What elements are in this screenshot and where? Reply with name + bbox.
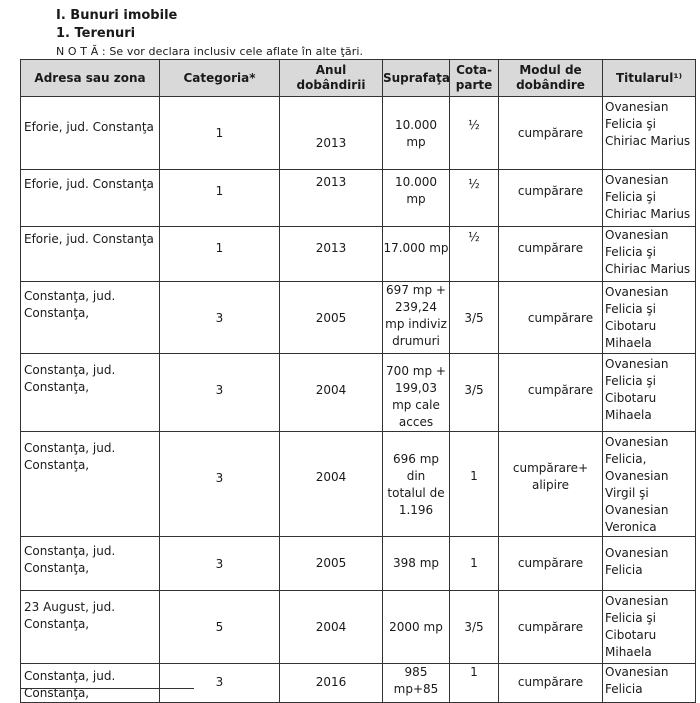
table-header-row xyxy=(21,60,696,97)
cell-owner: Ovanesian Felicia xyxy=(603,537,696,591)
cell-address: 23 August, jud. Constanţa, xyxy=(21,591,160,664)
cell-address: Constanţa, jud. Constanţa, xyxy=(21,664,160,703)
cell-mode: cumpărare+ alipire xyxy=(499,432,603,537)
cell-owner: Ovanesian Felicia, Ovanesian Virgil şi Ovanesian Veronica xyxy=(603,432,696,537)
cell-address: Constanţa, jud. Constanţa, xyxy=(21,432,160,537)
cell-mode: cumpărare xyxy=(499,97,603,170)
table-row xyxy=(21,432,696,537)
cell-category: 3 xyxy=(160,664,280,703)
cell-year: 2013 xyxy=(280,170,383,227)
cell-category: 1 xyxy=(160,170,280,227)
cell-category: 3 xyxy=(160,282,280,354)
cell-share: ½ xyxy=(450,97,499,170)
cell-owner: Ovanesian Felicia şi Chiriac Marius xyxy=(603,227,696,282)
cell-mode: cumpărare xyxy=(499,227,603,282)
header-category: Categoria* xyxy=(160,60,280,97)
cell-area: 700 mp + 199,03 mp cale acces xyxy=(383,354,450,432)
cell-year: 2005 xyxy=(280,537,383,591)
cell-year: 2005 xyxy=(280,282,383,354)
table-row xyxy=(21,537,696,591)
section-heading: I. Bunuri imobile xyxy=(56,8,178,23)
header-year: Anul dobândirii xyxy=(280,60,383,97)
cell-area: 985 mp+85 xyxy=(383,664,450,703)
cell-address: Constanţa, jud. Constanţa, xyxy=(21,537,160,591)
cell-share: ½ xyxy=(450,227,499,282)
cell-area: 697 mp + 239,24 mp indiviz drumuri xyxy=(383,282,450,354)
header-share: Cota-parte xyxy=(450,60,499,97)
header-area: Suprafaţa xyxy=(383,60,450,97)
note-text: N O T Ă : Se vor declara inclusiv cele aflate în alte ţări. xyxy=(56,45,364,58)
cell-year: 2013 xyxy=(280,227,383,282)
cell-area: 17.000 mp xyxy=(383,227,450,282)
table-row xyxy=(21,664,696,703)
cell-address: Eforie, jud. Constanţa xyxy=(21,97,160,170)
cell-mode: cumpărare xyxy=(499,282,603,354)
cell-owner: Ovanesian Felicia şi Cibotaru Mihaela xyxy=(603,354,696,432)
table-row xyxy=(21,97,696,170)
cell-category: 3 xyxy=(160,537,280,591)
header-owner: Titularul¹⁾ xyxy=(603,60,696,97)
cell-share: 1 xyxy=(450,432,499,537)
cell-area: 398 mp xyxy=(383,537,450,591)
land-table xyxy=(20,59,696,703)
cell-category: 1 xyxy=(160,97,280,170)
cell-owner: Ovanesian Felicia şi Chiriac Marius xyxy=(603,170,696,227)
cell-share: 3/5 xyxy=(450,591,499,664)
cell-mode: cumpărare xyxy=(499,170,603,227)
cell-category: 3 xyxy=(160,354,280,432)
cell-owner: Ovanesian Felicia şi Cibotaru Mihaela xyxy=(603,591,696,664)
cell-address: Eforie, jud. Constanţa xyxy=(21,227,160,282)
cell-area: 10.000 mp xyxy=(383,170,450,227)
cell-address: Constanţa, jud. Constanţa, xyxy=(21,282,160,354)
cell-area: 10.000 mp xyxy=(383,97,450,170)
cell-owner: Ovanesian Felicia şi Cibotaru Mihaela xyxy=(603,282,696,354)
cell-year: 2013 xyxy=(280,97,383,170)
cell-category: 5 xyxy=(160,591,280,664)
cell-share: 3/5 xyxy=(450,354,499,432)
cell-owner: Ovanesian Felicia şi Chiriac Marius xyxy=(603,97,696,170)
table-row xyxy=(21,591,696,664)
cell-category: 1 xyxy=(160,227,280,282)
cell-year: 2004 xyxy=(280,354,383,432)
cell-year: 2004 xyxy=(280,432,383,537)
cell-mode: cumpărare xyxy=(499,354,603,432)
cell-address: Eforie, jud. Constanţa xyxy=(21,170,160,227)
cell-address: Constanţa, jud. Constanţa, xyxy=(21,354,160,432)
subsection-heading: 1. Terenuri xyxy=(56,26,136,41)
cell-owner: Ovanesian Felicia xyxy=(603,664,696,703)
cell-year: 2016 xyxy=(280,664,383,703)
cell-area: 2000 mp xyxy=(383,591,450,664)
header-mode: Modul de dobândire xyxy=(499,60,603,97)
table-row xyxy=(21,282,696,354)
cell-category: 3 xyxy=(160,432,280,537)
cell-mode: cumpărare xyxy=(499,591,603,664)
cell-share: 3/5 xyxy=(450,282,499,354)
header-address: Adresa sau zona xyxy=(21,60,160,97)
cell-share: ½ xyxy=(450,170,499,227)
cell-mode: cumpărare xyxy=(499,537,603,591)
cell-share: 1 xyxy=(450,664,499,703)
cell-share: 1 xyxy=(450,537,499,591)
table-row xyxy=(21,227,696,282)
table-row xyxy=(21,170,696,227)
footnote-divider xyxy=(20,688,194,689)
cell-mode: cumpărare xyxy=(499,664,603,703)
table-row xyxy=(21,354,696,432)
cell-year: 2004 xyxy=(280,591,383,664)
cell-area: 696 mp din totalul de 1.196 xyxy=(383,432,450,537)
